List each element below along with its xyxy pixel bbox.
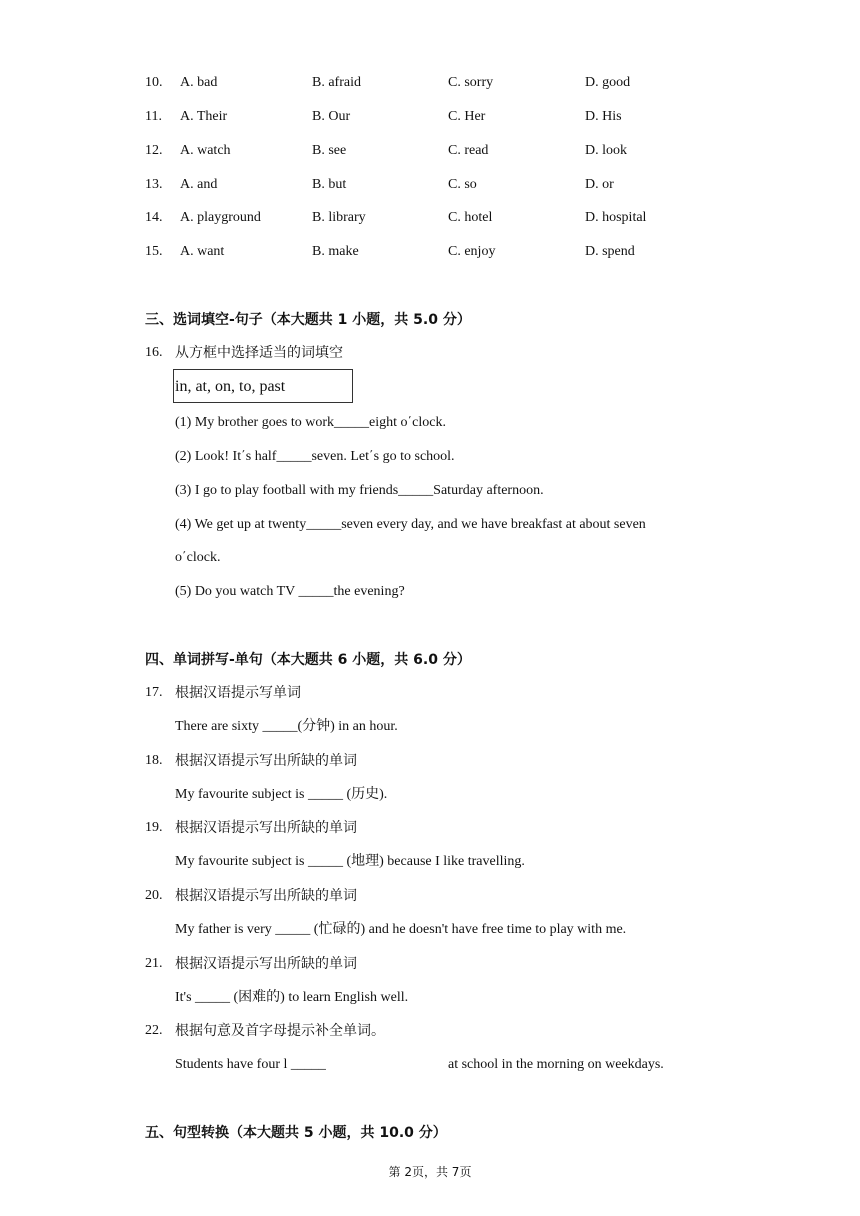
option-b: B. but (312, 177, 347, 192)
question-number: 18. (145, 753, 163, 768)
question-sentence: There are sixty _____(分钟) in an hour. (175, 719, 398, 734)
question-number: 22. (145, 1023, 163, 1038)
fill-item: (5) Do you watch TV _____the evening? (175, 584, 405, 599)
option-a: A. playground (180, 210, 261, 225)
word-box-text: in, at, on, to, past (175, 378, 286, 395)
option-d: D. look (585, 143, 627, 158)
question-number: 10. (145, 75, 163, 90)
option-d: D. good (585, 75, 631, 90)
fill-item: (1) My brother goes to work_____eight o΄clock. (175, 415, 446, 430)
option-c: C. hotel (448, 210, 493, 225)
question-number: 15. (145, 244, 163, 259)
question-prompt: 根据汉语提示写单词 (175, 685, 301, 701)
option-c: C. Her (448, 109, 486, 124)
question-number: 20. (145, 888, 163, 903)
question-sentence: My favourite subject is _____ (历史). (175, 787, 388, 802)
option-d: D. or (585, 177, 614, 192)
fill-item: (2) Look! It΄s half_____seven. Let΄s go to school. (175, 449, 455, 464)
option-c: C. read (448, 143, 489, 158)
section-heading: 四、单词拼写-单句（本大题共 6 小题，共 6.0 分） (145, 652, 471, 668)
option-b: B. library (312, 210, 366, 225)
option-a: A. want (180, 244, 225, 259)
option-a: A. bad (180, 75, 218, 90)
word-box (173, 369, 353, 403)
fill-item: (3) I go to play football with my friends_____Saturday afternoon. (175, 483, 544, 498)
section-heading: 五、句型转换（本大题共 5 小题，共 10.0 分） (145, 1125, 447, 1141)
question-number: 13. (145, 177, 163, 192)
option-a: A. watch (180, 143, 231, 158)
question-number: 14. (145, 210, 163, 225)
option-d: D. spend (585, 244, 635, 259)
question-prompt: 根据汉语提示写出所缺的单词 (175, 753, 357, 769)
question-prompt: 根据汉语提示写出所缺的单词 (175, 956, 357, 972)
question-number: 19. (145, 820, 163, 835)
question-sentence: My father is very _____ (忙碌的) and he doesn't have free time to play with me. (175, 922, 627, 937)
question-number: 12. (145, 143, 163, 158)
option-c: C. so (448, 177, 477, 192)
option-d: D. hospital (585, 210, 647, 225)
option-c: C. sorry (448, 75, 494, 90)
option-b: B. Our (312, 109, 351, 124)
option-d: D. His (585, 109, 622, 124)
option-a: A. Their (180, 109, 228, 124)
question-number: 17. (145, 685, 163, 700)
option-b: B. see (312, 143, 347, 158)
question-prompt: 根据汉语提示写出所缺的单词 (175, 820, 357, 836)
question-sentence: Students have four l _____ (175, 1057, 326, 1072)
option-b: B. make (312, 244, 359, 259)
option-c: C. enjoy (448, 244, 496, 259)
question-sentence: My favourite subject is _____ (地理) because I like travelling. (175, 854, 525, 869)
option-a: A. and (180, 177, 218, 192)
option-b: B. afraid (312, 75, 361, 90)
question-sentence-tail: at school in the morning on weekdays. (448, 1057, 664, 1072)
question-prompt: 根据汉语提示写出所缺的单词 (175, 888, 357, 904)
fill-item-continued: o΄clock. (175, 550, 221, 565)
question-prompt: 从方框中选择适当的词填空 (175, 345, 343, 361)
question-number: 21. (145, 956, 163, 971)
fill-item: (4) We get up at twenty_____seven every day, and we have breakfast at about seven (175, 517, 646, 532)
section-heading: 三、选词填空-句子（本大题共 1 小题，共 5.0 分） (145, 312, 471, 328)
page-footer: 第 2页，共 7页 (388, 1165, 472, 1179)
question-number: 16. (145, 345, 163, 360)
question-prompt: 根据句意及首字母提示补全单词。 (175, 1023, 385, 1039)
question-sentence: It's _____ (困难的) to learn English well. (175, 990, 409, 1005)
question-number: 11. (145, 109, 162, 124)
